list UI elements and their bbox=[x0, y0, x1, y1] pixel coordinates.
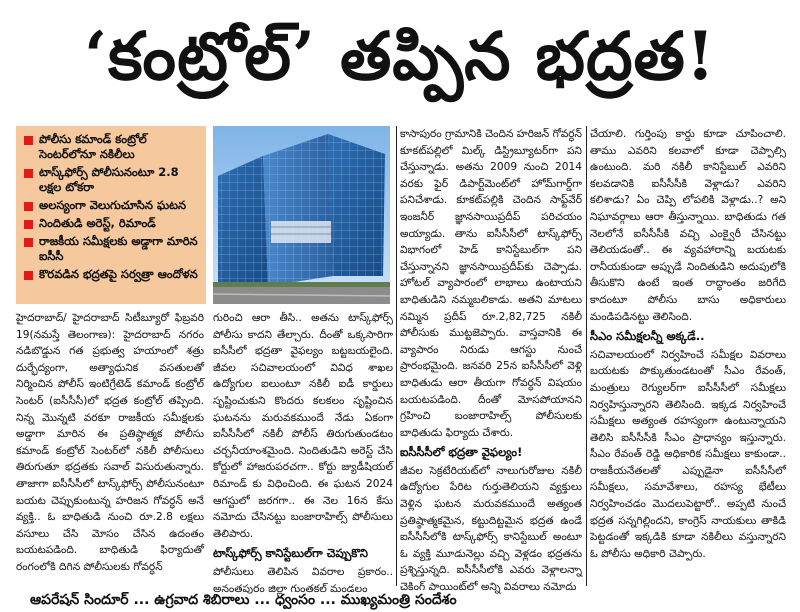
bullet-square-icon bbox=[24, 169, 33, 178]
bullet-square-icon bbox=[24, 271, 33, 280]
article-column-3 bbox=[400, 126, 582, 594]
headline: ‘కంట్రోల్’ తప్పిన భద్రత! bbox=[84, 17, 716, 95]
column-4-subheading: సీఎం సమీక్షలన్నీ అక్కడే.. bbox=[590, 329, 705, 344]
command-center-building-image bbox=[213, 126, 390, 304]
column-3-subheading: ఐసీసీసీలో భద్రతా వైఫల్యం! bbox=[400, 445, 523, 460]
article-column-2 bbox=[213, 310, 393, 595]
highlight-item bbox=[22, 198, 200, 213]
column-2-text-continued: పోలీసులు తెలిపిన వివరాల ప్రకారం.. అనంతపురం జిల్లా గుంతకల్ మండలం bbox=[213, 565, 393, 595]
highlight-item bbox=[22, 234, 200, 264]
column-4-text: చేయాలి. గుర్తింపు కార్డు కూడా చూపించాలి. తాము ఎవరిని కలవాలో కూడా చెప్పాల్సి ఉంటుంది. మరి నకిలీ కానిస్టేబుల్ ఎవరిని కలవడానికి ఐసీసీసీకి వెళ్లాడు? ఎవరిని కలిశాడు? ఏం చెప్పి లోపలికి వెళ్లాడు..? అని నిఘావర్గాలు ఆరా తీస్తున్నాయి. బాధితుడు గత నెలలోనే ఐసీసీసీకి వచ్చి ఎంక్వైరీ చేసినట్టు తెలియడంతో.. ఈ వ్యవహారాన్ని బయటకు రానీయకుండా అప్పుడే నిందితుడిని అదుపులోకి తీసుకొని ఉంటే ఇంత రాద్ధాంతం జరిగేది కాదంటూ పోలీసు బాసు అధికారులు మండిపడినట్టు తెలిసింది. bbox=[590, 128, 786, 323]
bullet-square-icon bbox=[24, 238, 33, 247]
building-photo bbox=[213, 126, 390, 304]
column-3-text-continued: జీవల సెక్రటేరియట్‌లో నాలుగురోజుల నకిలీ ఉద్యోగుల పేరిట గుర్తుతెలియని వ్యక్తులు వెళ్లిన ఘటన మరువకముందే అత్యంత ప్రతిష్ఠాత్మకమైన, కట్టుదిట్టమైన భద్రత ఉండే ఐసీసీసీలోకి టాస్క్‌ఫోర్స్ కానిస్టేబుల్ అంటూ ఓ వ్యక్తి మూడునెల్లు వచ్చి వెళ్లడం భద్రతను ప్రశ్నిస్తున్నది. ఐసీసీసీలోకి ఎవరు వెళ్లాలన్నా చెకింగ్ పాయింట్‌లో అన్ని వివరాలు నమోదు bbox=[400, 464, 582, 594]
column-divider bbox=[396, 126, 397, 586]
column-divider bbox=[586, 126, 587, 586]
highlight-item bbox=[22, 165, 200, 195]
bullet-square-icon bbox=[24, 136, 33, 145]
article-column-4 bbox=[590, 126, 786, 586]
next-article-strip: ఆపరేషన్ సిందూర్ ... ఉగ్రవాద శిబిరాలు ... ధ్వంసం ... ముఖ్యమంత్రి సందేశం bbox=[30, 592, 457, 608]
column-1-text: హైదరాబాద్/ హైదరాబాద్ సిటీబ్యూరో ఫిబ్రవరి 19(నమస్తే తెలంగాణ): హైదరాబాద్ నగరం నడిబొడ్డున గత ప్రభుత్వ హయాంలో శత్రు దుర్భేద్యంగా, అత్యాధునిక వసతులతో నిర్మించిన పోలీస్ ఇంటిగ్రేటెడ్ కమాండ్ కంట్రోల్ సెంటర్ (ఐసీసీసీ)లో భద్రత కంట్రోల్ తప్పింది. నిన్న మొన్నటి వరకూ రాజకీయ సమీక్షలకు అడ్డాగా మారిన ఈ ప్రతిష్ఠాత్మక పోలీసు కమాండ్ కంట్రోల్ సెంటర్‌లో నకిలీ పోలీసులు తిరుగుతూ భద్రతకు సవాల్ విసురుతున్నారు. తాజాగా ఐసీసీసీలో టాస్క్‌ఫోర్స్ పోలీసునంటూ బయట చెప్పుకుంటున్న హరిజన గోవర్ధన్ అనే వ్యక్తి.. ఓ బాధితుడి నుంచి రూ.2.8 లక్షలు వసూలు చేసి మోసం చేసిన ఉదంతం బయటపడింది. బాధితుడి ఫిర్యాదుతో రంగంలోకి దిగిన పోలీసులకు గోవర్ధన్ bbox=[16, 312, 204, 573]
highlight-text: టాస్క్‌ఫోర్స్ పోలీసునంటూ 2.8 లక్షల టోకరా bbox=[39, 165, 179, 194]
highlight-text: రాజకీయ సమీక్షలకు అడ్డాగా మారిన ఐసీసీ bbox=[39, 234, 198, 263]
article-column-1 bbox=[16, 310, 204, 586]
column-2-text: గురించి ఆరా తీసి.. అతను టాస్క్‌ఫోర్స్ పోలీసు కాదని తేల్చారు. దీంతో ఒక్కసారిగా ఐసీసీలో భద్రతా వైఫల్యం బట్టబయలైంది. జీవల సచివాలయంలో వివిధ శాఖల ఉద్యోగుల ఐలుంటూ నకిలీ ఐడీ కార్డులు సృష్టించుకుని కొందరు కలకలం సృష్టించిన ఘటనను మరువకముందే నేడు ఏకంగా ఐసీసీసీలో నకిలీ పోలీస్ తిరుగుతుండటం చర్చనీయాంశమైంది. నిందితుడిని అరెస్ట్ చేసి కోర్టులో హాజరుపరచగా.. కోర్టు జ్యుడీషియల్ రిమాండ్ కు విధించింది. ఈ ఘటన 2024 ఆగస్టులో జరగగా.. ఈ నెల 16న కేసు నమోదు చేసినట్టు బంజారాహిల్స్ పోలీసులు తెలిపారు. bbox=[213, 312, 393, 540]
column-4-text-continued: సచివాలయంలో నిర్వహించే సమీక్షల వివరాలు బయటకు పొక్కుతుండటంతో సీఎం రేవంత్, మంత్రులు రెగ్యులర్‌గా ఐసీసీసీలో సమీక్షలు నిర్వహిస్తున్నారని తెలిసింది. ఇక్కడ నిర్వహించే సమీక్షలు అత్యంత రహస్యంగా ఉంటున్నాయని తెలిసి ఐసీసీసీకి సీఎం ప్రాధాన్యం ఇస్తున్నారు. సీఎం రేవంత్ రెడ్డి అధికారిక సమీక్షలు కాకుండా.. రాజకీయనేతలతో ఎప్పుడైనా ఐసీసీసీలో సమీక్షలు, సమావేశాలు, రహస్య భేటీలు నిర్వహించడం మొదలుపెట్టారో.. అప్పటి నుంచే భద్రత సన్నగిల్లిందని, కాంగ్రెస్ నాయకులు తాకిడి పెట్టడంతో ఇక్కడికి కూడా నకిలీలు వస్తున్నారని ఓ పోలీసు అధికారి చెప్పారు. bbox=[590, 348, 786, 560]
highlight-item bbox=[22, 267, 200, 282]
bullet-square-icon bbox=[24, 220, 33, 229]
highlight-text: పోలీసు కమాండ్ కంట్రోల్ సెంటర్‌లోనూ నకిలీలు bbox=[39, 132, 147, 161]
highlight-text: కొరవడిన భద్రతపై సర్వత్రా ఆందోళన bbox=[39, 267, 198, 281]
column-2-subheading: టాస్క్‌ఫోర్స్ కానిస్టేబుల్‌గా చెప్పుకొని bbox=[213, 546, 368, 561]
bullet-square-icon bbox=[24, 202, 33, 211]
highlight-text: అలస్యంగా వెలుగుచూసిన ఘటన bbox=[39, 198, 187, 212]
highlight-item bbox=[22, 216, 200, 231]
highlight-text: నిందితుడి అరెస్ట్, రిమాండ్ bbox=[39, 216, 156, 230]
column-3-text: కాసాపురం గ్రామానికి చెందిన హరిజన్ గోవర్ధన్ కూకట్‌పల్లిలో మిల్క్ డిస్ట్రిబ్యూటర్‌గా పని చేస్తున్నాడు. అతను 2009 నుంచి 2014 వరకు ఫైర్ డిపార్ట్‌మెంట్‌లో హోమ్‌గార్డ్‌గా పనిచేశాడు. కూకట్‌పల్లికి చెందిన సాఫ్ట్‌వేర్ ఇంజనీర్ జ్ఞానసాయిప్రదీప్ పరిచయం అయ్యాడు. తాను ఐసీసీసీలో టాస్క్‌ఫోర్స్ విభాగంలో హెడ్ కానిస్టేబుల్‌గా పని చేస్తున్నానని జ్ఞానసాయిప్రదీప్‌కు చెప్పాడు. హోటల్ వ్యాపారంలో లాభాలు ఉంటాయని బాధితుడిని నమ్మబలికాడు. అతని మాటలు నమ్మిన ప్రదీప్ రూ.2,82,725 నకిలీ పోలీసుకు ముట్టజెప్పారు. వాస్తవానికి ఈ వ్యాపారం నిరుడు ఆగస్టు నుంచే ప్రారంభమైంది. జనవరి 25న ఐసీసీసీలో వెళ్లి బాధితుడు ఆరా తీయగా గోవర్ధన్ విషయం బయటపడింది. దీంతో మోసపోయానని గ్రహించి బంజారాహిల్స్ పోలీసులకు బాధితుడు ఫిర్యాదు చేశారు. bbox=[400, 128, 582, 439]
highlights-box bbox=[16, 126, 206, 304]
highlight-item bbox=[22, 132, 200, 162]
